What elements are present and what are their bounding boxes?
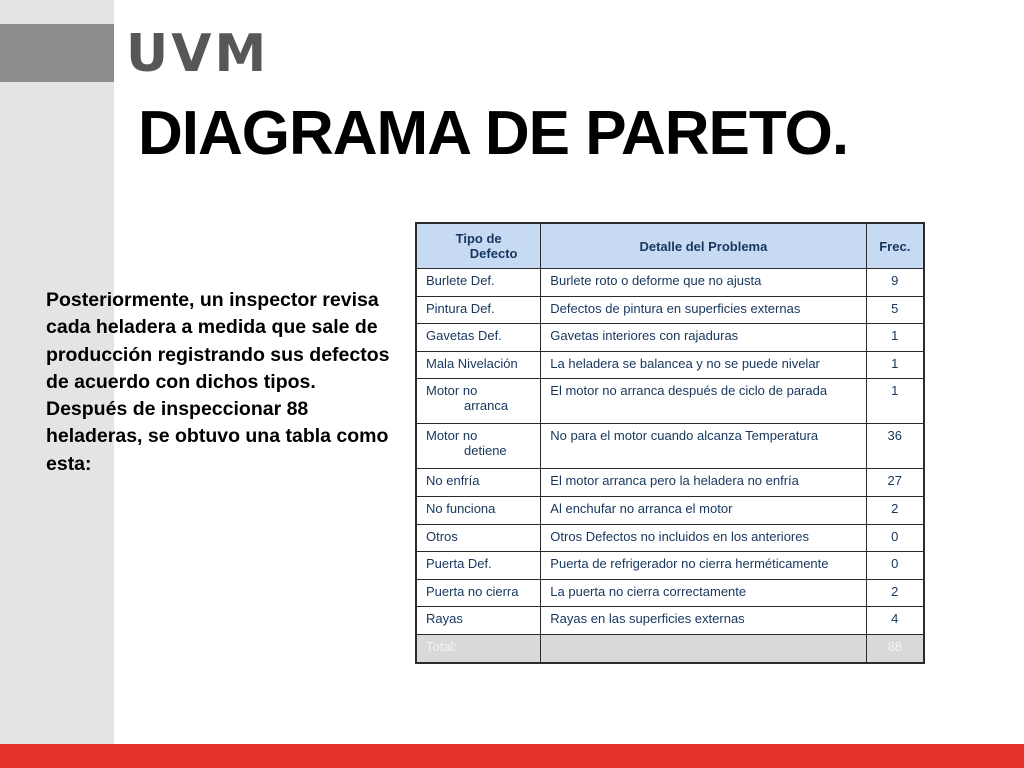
cell-tipo-line1: Otros: [426, 528, 458, 544]
cell-tipo-defecto: [416, 351, 541, 379]
header-tipo-line1: Tipo de: [455, 231, 502, 246]
cell-frec: 36: [866, 424, 924, 469]
cell-tipo-line1: Motor no: [426, 383, 478, 399]
table-row: [416, 496, 924, 524]
cell-detalle: Defectos de pintura en superficies externas: [541, 296, 866, 324]
header-detalle: Detalle del Problema: [541, 223, 866, 269]
bottom-red-bar: [0, 744, 1024, 768]
cell-detalle: Rayas en las superficies externas: [541, 607, 866, 635]
cell-frec: 27: [866, 469, 924, 497]
cell-detalle: Burlete roto o deforme que no ajusta: [541, 269, 866, 297]
table-row: [416, 469, 924, 497]
cell-frec: 5: [866, 296, 924, 324]
cell-tipo-line1: No funciona: [426, 500, 496, 516]
cell-tipo-line1: Mala Nivelación: [426, 355, 518, 371]
table-row: [416, 351, 924, 379]
slide-title: DIAGRAMA DE PARETO.: [138, 99, 849, 168]
cell-detalle: El motor no arranca después de ciclo de parada: [541, 379, 866, 424]
cell-frec: 0: [866, 552, 924, 580]
table-row: [416, 324, 924, 352]
cell-tipo-line2: detiene: [464, 443, 507, 459]
cell-detalle: El motor arranca pero la heladera no enfría: [541, 469, 866, 497]
cell-frec: 1: [866, 379, 924, 424]
cell-tipo-defecto: [416, 524, 541, 552]
cell-tipo-defecto: [416, 552, 541, 580]
cell-frec: 2: [866, 496, 924, 524]
table-row: [416, 552, 924, 580]
cell-tipo-line1: Pintura Def.: [426, 300, 495, 316]
cell-frec: 2: [866, 579, 924, 607]
cell-tipo-defecto: [416, 296, 541, 324]
cell-frec: 0: [866, 524, 924, 552]
cell-tipo-line1: Gavetas Def.: [426, 328, 502, 344]
cell-tipo-defecto: [416, 379, 541, 424]
cell-tipo-defecto: [416, 324, 541, 352]
cell-tipo-line1: No enfría: [426, 473, 480, 489]
header-frec: Frec.: [866, 223, 924, 269]
cell-tipo-line1: Rayas: [426, 611, 463, 627]
total-label: Total:: [416, 634, 541, 662]
header-tipo-defecto: [416, 223, 541, 269]
body-paragraph: Posteriormente, un inspector revisa cada heladera a medida que sale de producción registrando sus defectos de acuerdo con dichos tipos. Después de inspeccionar 88 heladeras, se obtuvo una tabla como esta:: [46, 289, 390, 475]
cell-tipo-defecto: [416, 607, 541, 635]
table-header-row: [416, 223, 924, 269]
cell-tipo-defecto: [416, 424, 541, 469]
cell-tipo-line1: Motor no: [426, 428, 478, 444]
table-row: [416, 379, 924, 424]
table-row: [416, 579, 924, 607]
cell-tipo-line2: arranca: [464, 398, 509, 414]
cell-tipo-line1: Puerta no cierra: [426, 583, 519, 599]
cell-frec: 9: [866, 269, 924, 297]
cell-detalle: Gavetas interiores con rajaduras: [541, 324, 866, 352]
cell-tipo-defecto: [416, 496, 541, 524]
total-detalle: [541, 634, 866, 662]
cell-tipo-defecto: [416, 469, 541, 497]
cell-tipo-defecto: [416, 269, 541, 297]
logo-gray-bar: [0, 24, 114, 82]
cell-detalle: Puerta de refrigerador no cierra herméticamente: [541, 552, 866, 580]
table-row: [416, 607, 924, 635]
table-row: [416, 296, 924, 324]
cell-detalle: Al enchufar no arranca el motor: [541, 496, 866, 524]
table-row: [416, 269, 924, 297]
cell-tipo-line1: Puerta Def.: [426, 556, 492, 572]
total-frec: 88: [866, 634, 924, 662]
cell-tipo-line1: Burlete Def.: [426, 273, 495, 288]
header-tipo-line2: Defecto: [469, 246, 518, 261]
cell-frec: 4: [866, 607, 924, 635]
cell-detalle: Otros Defectos no incluidos en los anteriores: [541, 524, 866, 552]
table-row: [416, 524, 924, 552]
uvm-logo: UVM: [126, 24, 270, 84]
cell-detalle: La puerta no cierra correctamente: [541, 579, 866, 607]
defects-table: [415, 222, 925, 664]
cell-detalle: La heladera se balancea y no se puede nivelar: [541, 351, 866, 379]
cell-frec: 1: [866, 324, 924, 352]
cell-frec: 1: [866, 351, 924, 379]
cell-detalle: No para el motor cuando alcanza Temperatura: [541, 424, 866, 469]
cell-tipo-defecto: [416, 579, 541, 607]
table-total-row: [416, 634, 924, 662]
table-row: [416, 424, 924, 469]
